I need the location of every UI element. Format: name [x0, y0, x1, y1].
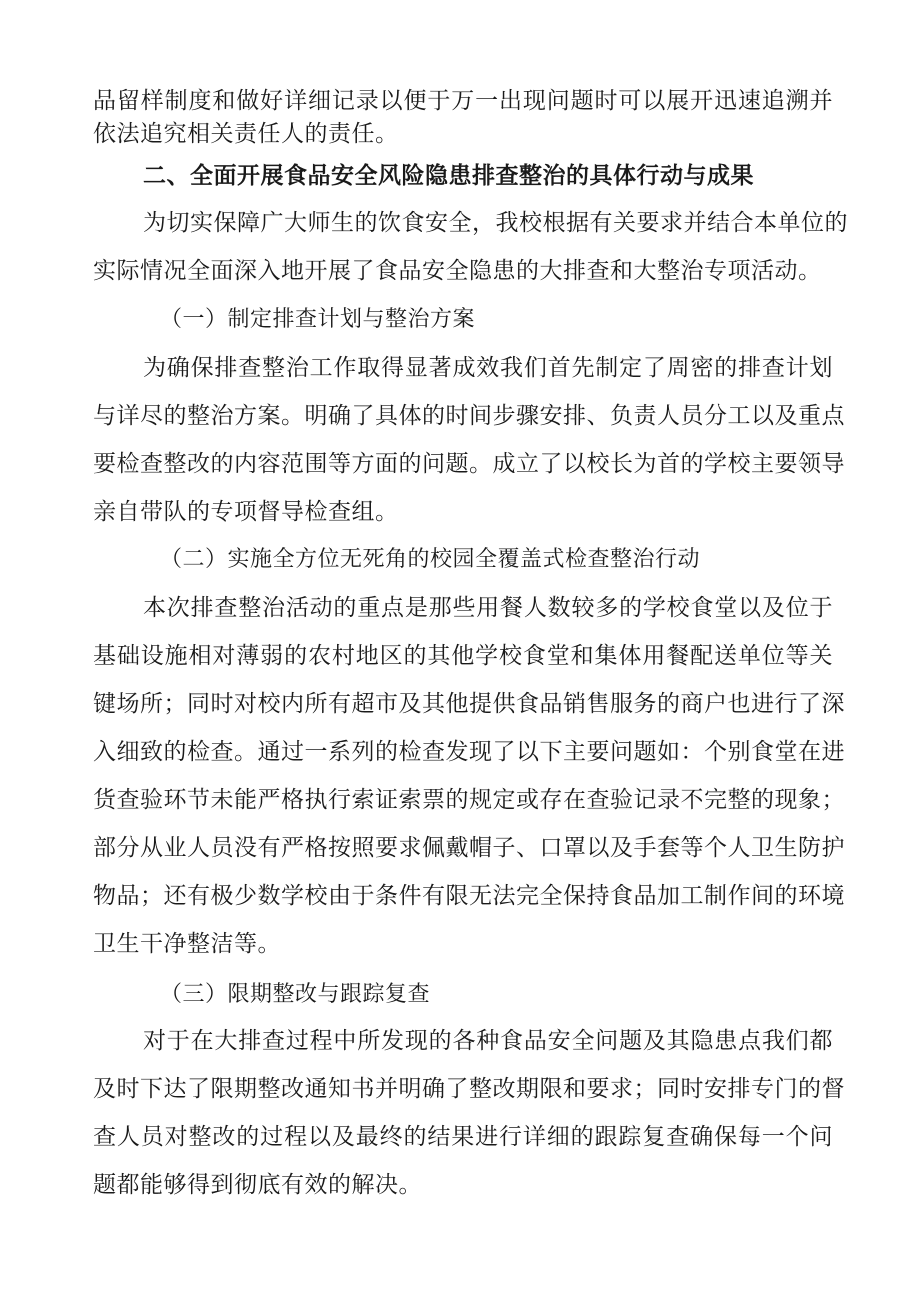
paragraph-line: 部分从业人员没有严格按照要求佩戴帽子、口罩以及手套等个人卫生防护 — [93, 835, 845, 861]
paragraph-line: 货查验环节未能严格执行索证索票的规定或存在查验记录不完整的现象； — [93, 787, 845, 813]
paragraph-line: 为确保排查整治工作取得显著成效我们首先制定了周密的排查计划 — [143, 355, 833, 381]
section-heading: 二、全面开展食品安全风险隐患排查整治的具体行动与成果 — [143, 163, 754, 189]
paragraph-line: 物品；还有极少数学校由于条件有限无法完全保持食品加工制作间的环境 — [93, 883, 845, 909]
paragraph-line: 品留样制度和做好详细记录以便于万一出现问题时可以展开迅速追溯并 — [93, 88, 833, 114]
paragraph-line: 本次排查整治活动的重点是那些用餐人数较多的学校食堂以及位于 — [143, 595, 833, 621]
subsection-heading: （三）限期整改与跟踪复查 — [160, 982, 431, 1007]
paragraph-line: 及时下达了限期整改通知书并明确了整改期限和要求；同时安排专门的督 — [93, 1076, 845, 1102]
paragraph-line: 实际情况全面深入地开展了食品安全隐患的大排查和大整治专项活动。 — [93, 258, 822, 284]
paragraph-line: 基础设施相对薄弱的农村地区的其他学校食堂和集体用餐配送单位等关 — [93, 643, 833, 669]
paragraph-line: 对于在大排查过程中所发现的各种食品安全问题及其隐患点我们都 — [143, 1028, 833, 1054]
paragraph-line: 卫生干净整洁等。 — [93, 931, 281, 957]
paragraph-line: 依法追究相关责任人的责任。 — [93, 121, 399, 147]
subsection-heading: （二）实施全方位无死角的校园全覆盖式检查整治行动 — [160, 547, 701, 572]
paragraph-line: 与详尽的整治方案。明确了具体的时间步骤安排、负责人员分工以及重点 — [93, 403, 845, 429]
paragraph-line: 为切实保障广大师生的饮食安全，我校根据有关要求并结合本单位的 — [143, 210, 848, 236]
paragraph-line: 入细致的检查。通过一系列的检查发现了以下主要问题如：个别食堂在进 — [93, 739, 845, 765]
paragraph-line: 查人员对整改的过程以及最终的结果进行详细的跟踪复查确保每一个问 — [93, 1124, 833, 1150]
paragraph-line: 要检查整改的内容范围等方面的问题。成立了以校长为首的学校主要领导 — [93, 451, 845, 477]
paragraph-line: 题都能够得到彻底有效的解决。 — [93, 1172, 422, 1198]
subsection-heading: （一）制定排查计划与整治方案 — [160, 307, 476, 332]
paragraph-line: 亲自带队的专项督导检查组。 — [93, 499, 399, 525]
paragraph-line: 键场所；同时对校内所有超市及其他提供食品销售服务的商户也进行了深 — [93, 691, 845, 717]
